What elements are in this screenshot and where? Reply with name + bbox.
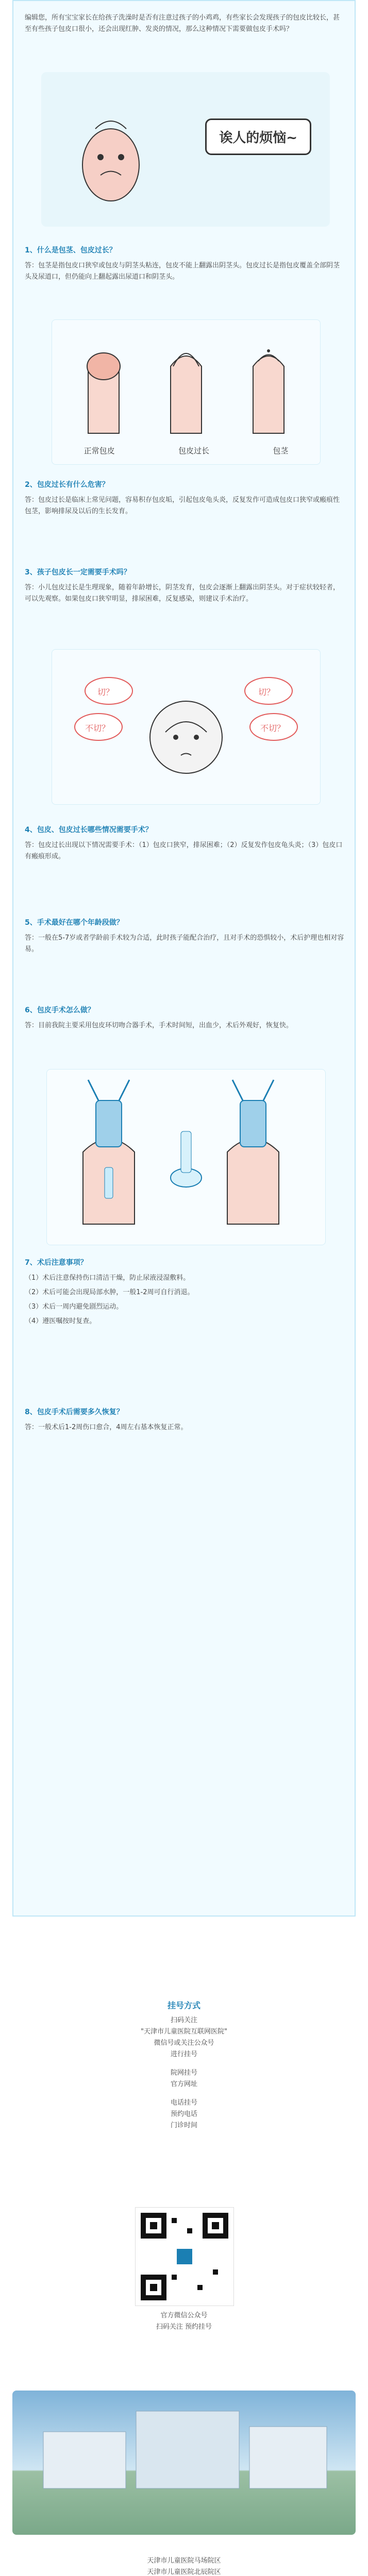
registration-line: 电话挂号 [170, 2099, 197, 2107]
q2-block [25, 479, 344, 517]
q3-block [25, 567, 344, 605]
hospital-building-image [12, 2391, 356, 2535]
foreskin-types-illustration [52, 319, 321, 465]
q6-title: 6、包皮手术怎么做？ [25, 1006, 95, 1014]
q1-text: 答：包茎是指包皮口狭窄或包皮与阴茎头粘连，包皮不能上翻露出阴茎头。包皮过长是指包皮覆盖全部阴茎头及尿道口，但仍能向上翻起露出尿道口和阴茎头。 [25, 262, 340, 281]
q5-text: 答：一般在5-7岁或者学龄前手术较为合适，此时孩子能配合治疗，且对手术的恐惧较小，术后护理也相对容易。 [25, 934, 344, 953]
q7-title: 7、术后注意事项？ [25, 1259, 88, 1267]
q7-list [25, 1273, 344, 1327]
bubble-3: 切？ [258, 687, 275, 697]
list-item: （3）术后一周内避免剧烈运动。 [25, 1303, 123, 1311]
q4-text: 答：包皮过长出现以下情况需要手术：（1）包皮口狭窄，排尿困难；（2）反复发作包皮龟头炎；（3）包皮口有瘢痕形成。 [25, 841, 343, 860]
registration-info [110, 1999, 258, 2131]
hero-figure-icon [72, 108, 149, 206]
article-card [12, 0, 356, 1917]
q8-title: 8、包皮手术后需要多久恢复？ [25, 1408, 124, 1416]
q4-block [25, 824, 344, 862]
q1-title: 1、什么是包茎、包皮过长？ [25, 246, 116, 255]
surgery-device-icon [47, 1070, 325, 1245]
qr-caption-line: 扫码关注 预约挂号 [156, 2323, 212, 2331]
bubble-2: 不切？ [85, 723, 110, 733]
registration-line: "天津市儿童医院互联网医院" [141, 2028, 227, 2036]
hospital-line: 天津市儿童医院马场院区 [147, 2557, 221, 2565]
spacer [110, 2060, 258, 2067]
hospital-line: 天津市儿童医院北辰院区 [147, 2568, 221, 2576]
q3-text: 答：小儿包皮过长是生理现象，随着年龄增长，阴茎发育，包皮会逐渐上翻露出阴茎头。对于症状较轻者，可以先观察。如果包皮口狭窄明显，排尿困难，反复感染，则建议手术治疗。 [25, 584, 340, 603]
q1-block [25, 245, 344, 283]
registration-line: 扫码关注 [170, 2016, 197, 2024]
qr-caption-line: 官方微信公众号 [160, 2312, 208, 2319]
registration-line: 院网挂号 [170, 2069, 197, 2077]
label-phimosis: 包茎 [273, 446, 289, 455]
label-long: 包皮过长 [178, 446, 209, 455]
q7-block [25, 1257, 344, 1330]
hero-title: 诶人的烦恼~ [205, 118, 311, 155]
qr-caption [110, 2310, 258, 2333]
registration-line: 进行挂号 [170, 2050, 197, 2058]
registration-line: 门诊时间 [170, 2122, 197, 2129]
q6-block [25, 1005, 344, 1031]
list-item: （4）遵医嘱按时复查。 [25, 1317, 96, 1325]
q8-text: 答：一般术后1-2周伤口愈合，4周左右基本恢复正常。 [25, 1423, 188, 1431]
hospital-building-icon [12, 2391, 356, 2535]
article-intro: 编辑您，所有宝宝家长在给孩子洗澡时是否有注意过孩子的小鸡鸡，有些家长会发现孩子的包皮比较长，甚至有些孩子包皮口很小，还会出现红肿、发炎的情况，那么这种情况下需要做包皮手术吗？ [25, 14, 340, 33]
registration-line: 微信号或关注公众号 [154, 2039, 214, 2047]
bubble-1: 切？ [97, 687, 114, 697]
q5-block [25, 917, 344, 955]
label-normal: 正常包皮 [83, 446, 115, 455]
q2-title: 2、包皮过长有什么危害？ [25, 481, 109, 489]
registration-line: 官方网址 [170, 2080, 197, 2088]
q2-text: 答：包皮过长是临床上常见问题，容易积存包皮垢，引起包皮龟头炎，反复发作可造成包皮口狭窄或瘢痕性包茎，影响排尿及以后的生长发育。 [25, 496, 340, 515]
hospital-addresses [110, 2555, 258, 2576]
foreskin-types-icon [62, 330, 310, 438]
spacer [110, 2090, 258, 2097]
foreskin-types-labels [52, 445, 320, 456]
q3-title: 3、孩子包皮长一定需要手术吗？ [25, 568, 131, 577]
qr-code[interactable] [135, 2207, 234, 2306]
q6-text: 答：目前我院主要采用包皮环切吻合器手术，手术时间短，出血少，术后外观好，恢复快。 [25, 1022, 293, 1029]
registration-title: 挂号方式 [167, 2001, 200, 2010]
q8-block [25, 1406, 344, 1433]
hero-illustration [41, 72, 330, 227]
list-item: （1）术后注意保持伤口清洁干燥，防止尿液浸湿敷料。 [25, 1274, 190, 1282]
list-item: （2）术后可能会出现局部水肿，一般1-2周可自行消退。 [25, 1289, 194, 1296]
qr-code-icon [136, 2208, 233, 2306]
q5-title: 5、手术最好在哪个年龄段做？ [25, 919, 124, 927]
surgery-illustration [46, 1069, 326, 1245]
bubble-4: 不切？ [260, 723, 286, 733]
decision-illustration [52, 649, 321, 805]
q4-title: 4、包皮、包皮过长哪些情况需要手术？ [25, 826, 153, 834]
registration-line: 预约电话 [170, 2110, 197, 2118]
